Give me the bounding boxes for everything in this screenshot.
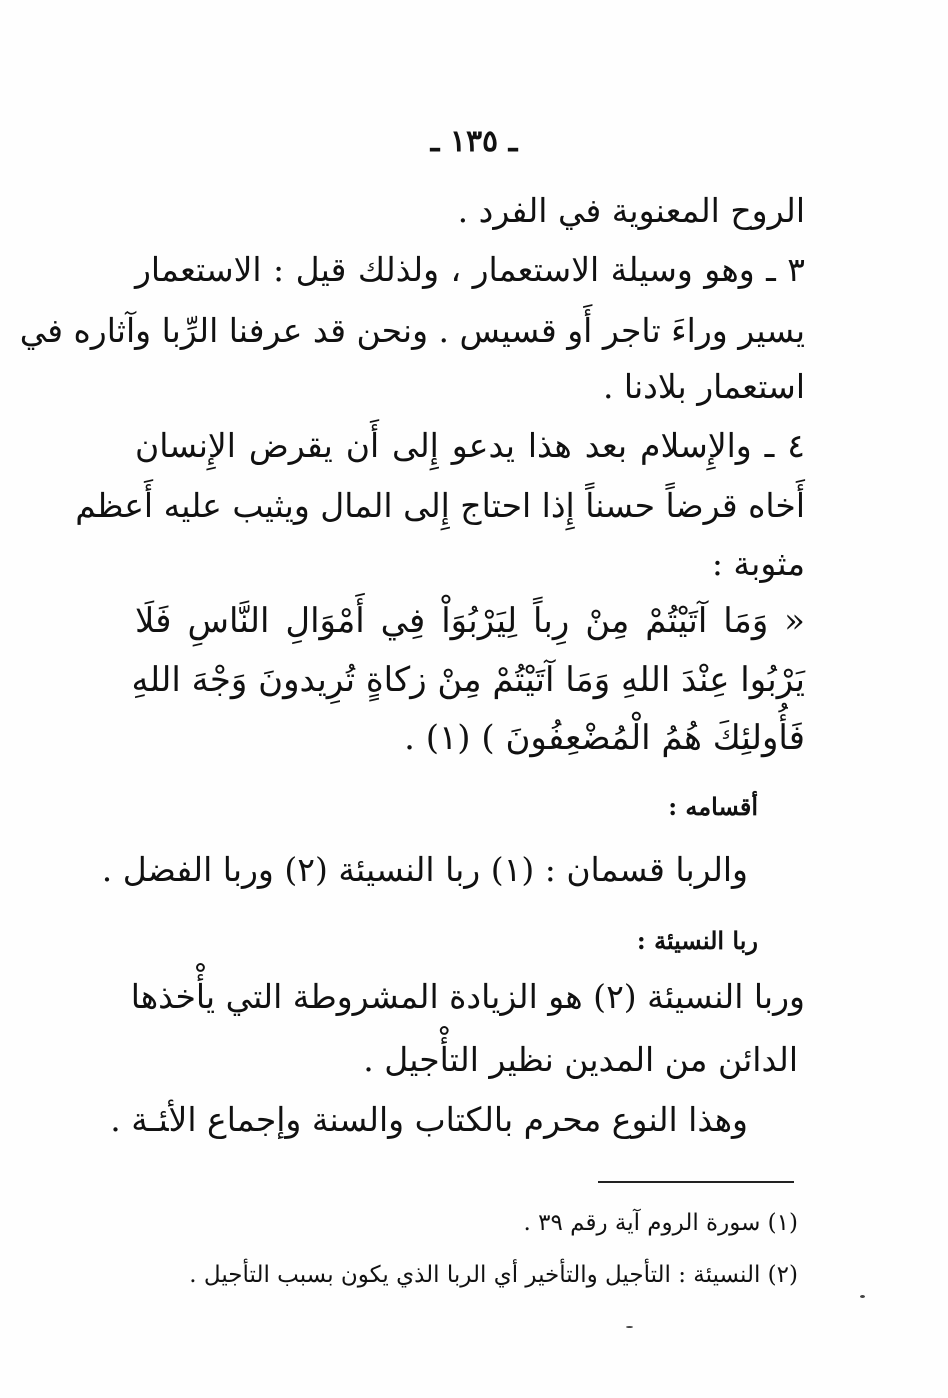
nasia-line-2: الدائن من المدين نظير التأْجيل .: [363, 1040, 798, 1079]
quran-quote-line-2: يَرْبُوا عِنْدَ اللهِ وَمَا آتَيْتُمْ مِنْ زكاةٍ تُرِيدونَ وَجْهَ اللهِ: [131, 660, 805, 700]
page-number: ـ ١٣٥ ـ: [430, 124, 518, 159]
text-line-4: استعمار بلادنا .: [602, 367, 805, 406]
scan-speck: [626, 1326, 633, 1328]
text-line-3: يسير وراءَ تاجر أَو قسيس . ونحن قد عرفنا الرِّبا وآثاره في: [19, 311, 805, 350]
quran-quote-line-1: « وَمَا آتَيْتُمْ مِنْ رِباً لِيَرْبُوَاْ فِي أَمْوَالِ النَّاسِ فَلَا: [135, 601, 805, 641]
nasia-line-1: وربا النسيئة (٢) هو الزيادة المشروطة التي يأْخذها: [130, 977, 805, 1016]
footnote-2: (٢) النسيئة : التأجيل والتأخير أي الربا الذي يكون بسبب التأجيل .: [189, 1262, 798, 1288]
nasia-line-3: وهذا النوع محرم بالكتاب والسنة وإجماع الأ‍ئـ‍ة .: [110, 1100, 748, 1139]
text-line-7: مثوبة :: [711, 544, 805, 583]
text-line-1: الروح المعنوية في الفرد .: [457, 191, 805, 230]
scan-speck: [860, 1295, 865, 1298]
text-line-5: ٤ ـ والإِسلام بعد هذا يدعو إِلى أَن يقرض الإِنسان: [135, 426, 805, 465]
quran-quote-line-3: فَأُولئِكَ هُمُ الْمُضْعِفُونَ ) (١) .: [404, 718, 805, 758]
text-line-2: ٣ ـ وهو وسيلة الاستعمار ، ولذلك قيل : الاستعمار: [135, 250, 805, 289]
section-heading-nasia: ربا النسيئة :: [636, 926, 758, 955]
section-heading-divisions: أقسامه :: [668, 792, 758, 821]
footnote-divider: [598, 1181, 794, 1183]
footnote-1: (١) سورة الروم آية رقم ٣٩ .: [523, 1210, 798, 1236]
divisions-line: والربا قسمان : (١) ربا النسيئة (٢) وربا الفضل .: [101, 850, 748, 889]
text-line-6: أَخاه قرضاً حسناً إِذا احتاج إِلى المال ويثيب عليه أَعظم: [75, 486, 805, 525]
